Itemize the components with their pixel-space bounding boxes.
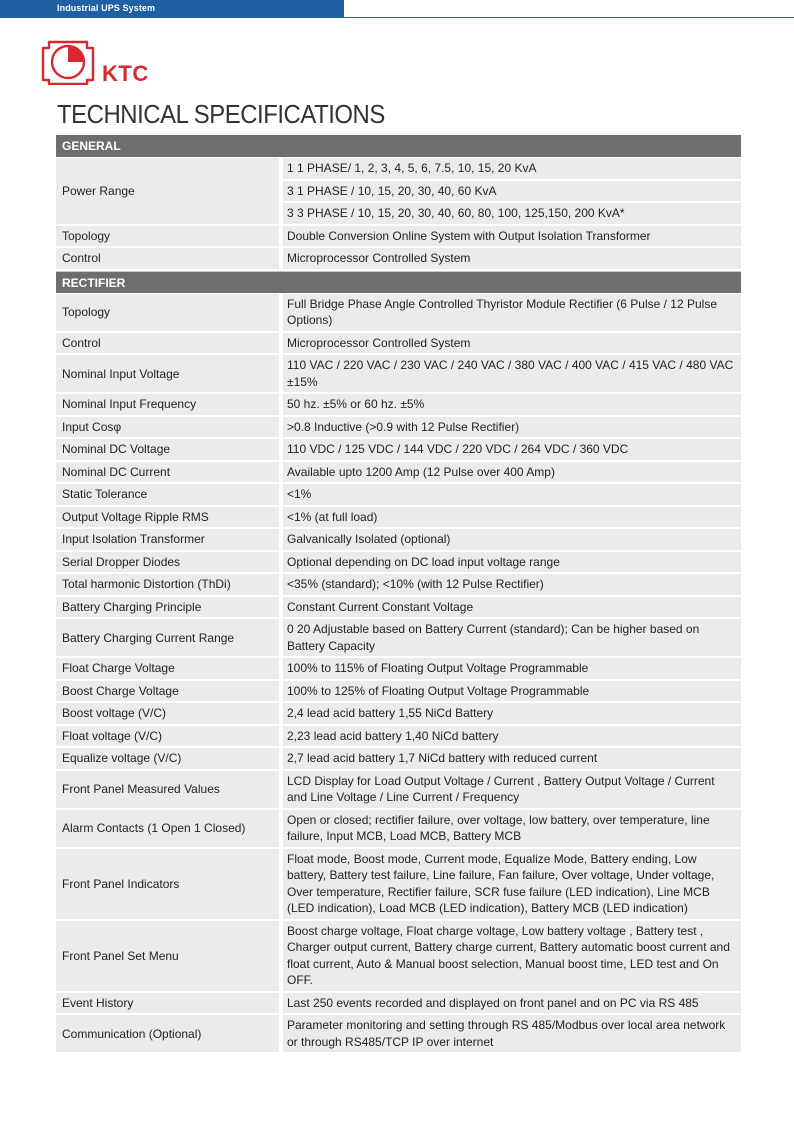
spec-value: Available upto 1200 Amp (12 Pulse over 400 Amp) [283,462,741,483]
spec-label: Input Isolation Transformer [56,529,283,550]
spec-label: Total harmonic Distortion (ThDi) [56,574,283,595]
spec-label: Front Panel Measured Values [56,771,283,808]
spec-label: Input Cosφ [56,417,283,438]
spec-label: Alarm Contacts (1 Open 1 Closed) [56,810,283,847]
spec-row [56,529,741,552]
spec-value-column [283,417,741,438]
section-heading-rectifier: RECTIFIER [56,271,741,294]
header-bar-text: Industrial UPS System [57,3,156,13]
spec-label: Front Panel Indicators [56,849,283,919]
spec-value: Full Bridge Phase Angle Controlled Thyristor Module Rectifier (6 Pulse / 12 Pulse Options) [283,294,741,331]
spec-row [56,703,741,726]
spec-label: Power Range [56,158,283,224]
spec-label: Nominal DC Current [56,462,283,483]
spec-value: Optional depending on DC load input voltage range [283,552,741,573]
spec-label: Nominal Input Frequency [56,394,283,415]
general-rows [56,226,741,271]
spec-row [56,1015,741,1054]
spec-label: Equalize voltage (V/C) [56,748,283,769]
spec-value-column [283,552,741,573]
spec-value: Constant Current Constant Voltage [283,597,741,618]
spec-value: 2,23 lead acid battery 1,40 NiCd battery [283,726,741,747]
spec-row [56,681,741,704]
spec-value: Float mode, Boost mode, Current mode, Equalize Mode, Battery ending, Low battery, Battery test failure, Line failure, Fan failure, Over voltage, Under voltage, Over temperature, Rectifier failure, SCR fuse failure (LED indication), Line MCB (LED indication), Load MCB (LED indication), Battery MCB (LED indication) [283,849,741,919]
spec-row [56,439,741,462]
spec-value-column [283,597,741,618]
spec-row [56,748,741,771]
spec-value-column [283,703,741,724]
section-heading-general: GENERAL [56,135,741,158]
spec-row [56,810,741,849]
brand-name: KTC [102,61,149,86]
spec-value-column [283,771,741,808]
spec-value: Double Conversion Online System with Output Isolation Transformer [283,226,741,247]
spec-value: 100% to 115% of Floating Output Voltage Programmable [283,658,741,679]
spec-value: >0.8 Inductive (>0.9 with 12 Pulse Rectifier) [283,417,741,438]
spec-row [56,993,741,1016]
spec-value: LCD Display for Load Output Voltage / Current , Battery Output Voltage / Current and Line Voltage / Line Current / Frequency [283,771,741,808]
spec-label: Output Voltage Ripple RMS [56,507,283,528]
spec-value-column [283,921,741,991]
spec-value: 110 VAC / 220 VAC / 230 VAC / 240 VAC / 380 VAC / 400 VAC / 415 VAC / 480 VAC ±15% [283,355,741,392]
spec-row [56,849,741,921]
spec-value-column [283,748,741,769]
header-bar [0,0,344,18]
spec-row [56,417,741,440]
spec-value-column [283,993,741,1014]
spec-label: Nominal DC Voltage [56,439,283,460]
spec-value-column [283,726,741,747]
spec-value: Galvanically Isolated (optional) [283,529,741,550]
spec-label: Serial Dropper Diodes [56,552,283,573]
spec-value: 0 20 Adjustable based on Battery Current (standard); Can be higher based on Battery Capacity [283,619,741,656]
spec-label: Float voltage (V/C) [56,726,283,747]
spec-value-column [283,507,741,528]
spec-value: 2,4 lead acid battery 1,55 NiCd Battery [283,703,741,724]
spec-row [56,771,741,810]
spec-value-column [283,248,741,269]
rectifier-rows [56,294,741,1055]
spec-value-column [283,619,741,656]
spec-value-column [283,810,741,847]
spec-label: Boost Charge Voltage [56,681,283,702]
spec-value-column [283,439,741,460]
spec-row [56,226,741,249]
spec-row [56,484,741,507]
spec-value: Microprocessor Controlled System [283,248,741,269]
spec-value-column [283,574,741,595]
spec-row [56,248,741,271]
spec-value-column [283,658,741,679]
spec-value-column [283,394,741,415]
spec-value: 50 hz. ±5% or 60 hz. ±5% [283,394,741,415]
spec-row [56,507,741,530]
spec-value: 3 3 PHASE / 10, 15, 20, 30, 40, 60, 80, 100, 125,150, 200 KvA* [283,201,741,224]
spec-label: Event History [56,993,283,1014]
spec-table [56,135,741,1054]
spec-value: <1% [283,484,741,505]
power-range-values [283,158,741,224]
spec-label: Control [56,248,283,269]
spec-row [56,394,741,417]
spec-label: Topology [56,226,283,247]
header-rule [344,17,794,18]
spec-row [56,294,741,333]
spec-label: Control [56,333,283,354]
spec-row [56,574,741,597]
spec-row [56,333,741,356]
spec-value-column [283,462,741,483]
spec-row [56,619,741,658]
ktc-logo-icon [40,37,96,85]
spec-value: 100% to 125% of Floating Output Voltage Programmable [283,681,741,702]
spec-value-column [283,294,741,331]
spec-label: Battery Charging Current Range [56,619,283,656]
spec-value: Microprocessor Controlled System [283,333,741,354]
spec-value: 110 VDC / 125 VDC / 144 VDC / 220 VDC / 264 VDC / 360 VDC [283,439,741,460]
spec-value-column [283,681,741,702]
spec-row [56,552,741,575]
spec-value-column [283,333,741,354]
spec-row [56,726,741,749]
spec-label: Float Charge Voltage [56,658,283,679]
spec-value: Last 250 events recorded and displayed on front panel and on PC via RS 485 [283,993,741,1014]
spec-value: 1 1 PHASE/ 1, 2, 3, 4, 5, 6, 7.5, 10, 15, 20 KvA [283,158,741,179]
spec-label: Front Panel Set Menu [56,921,283,991]
spec-row [56,658,741,681]
spec-row [56,462,741,485]
spec-value-column [283,1015,741,1052]
page-title: TECHNICAL SPECIFICATIONS [57,99,385,129]
spec-value: Parameter monitoring and setting through RS 485/Modbus over local area network or through RS485/TCP IP over internet [283,1015,741,1052]
spec-value: 3 1 PHASE / 10, 15, 20, 30, 40, 60 KvA [283,179,741,202]
spec-value-column [283,849,741,919]
spec-value: Open or closed; rectifier failure, over voltage, low battery, over temperature, line failure, Input MCB, Load MCB, Battery MCB [283,810,741,847]
spec-row [56,355,741,394]
spec-value: <1% (at full load) [283,507,741,528]
spec-value-column [283,226,741,247]
spec-value: Boost charge voltage, Float charge voltage, Low battery voltage , Battery test , Charger output current, Battery charge current, Battery automatic boost current and float current, Auto & Manual boost selection, Manual boost time, LED test and On OFF. [283,921,741,991]
spec-value-column [283,484,741,505]
spec-row [56,921,741,993]
spec-label: Battery Charging Principle [56,597,283,618]
spec-label: Nominal Input Voltage [56,355,283,392]
spec-value: <35% (standard); <10% (with 12 Pulse Rectifier) [283,574,741,595]
spec-label: Boost voltage (V/C) [56,703,283,724]
spec-value-column [283,355,741,392]
spec-row [56,597,741,620]
spec-row-power-range [56,158,741,226]
spec-value: 2,7 lead acid battery 1,7 NiCd battery with reduced current [283,748,741,769]
spec-label: Communication (Optional) [56,1015,283,1052]
spec-label: Static Tolerance [56,484,283,505]
spec-value-column [283,529,741,550]
spec-label: Topology [56,294,283,331]
